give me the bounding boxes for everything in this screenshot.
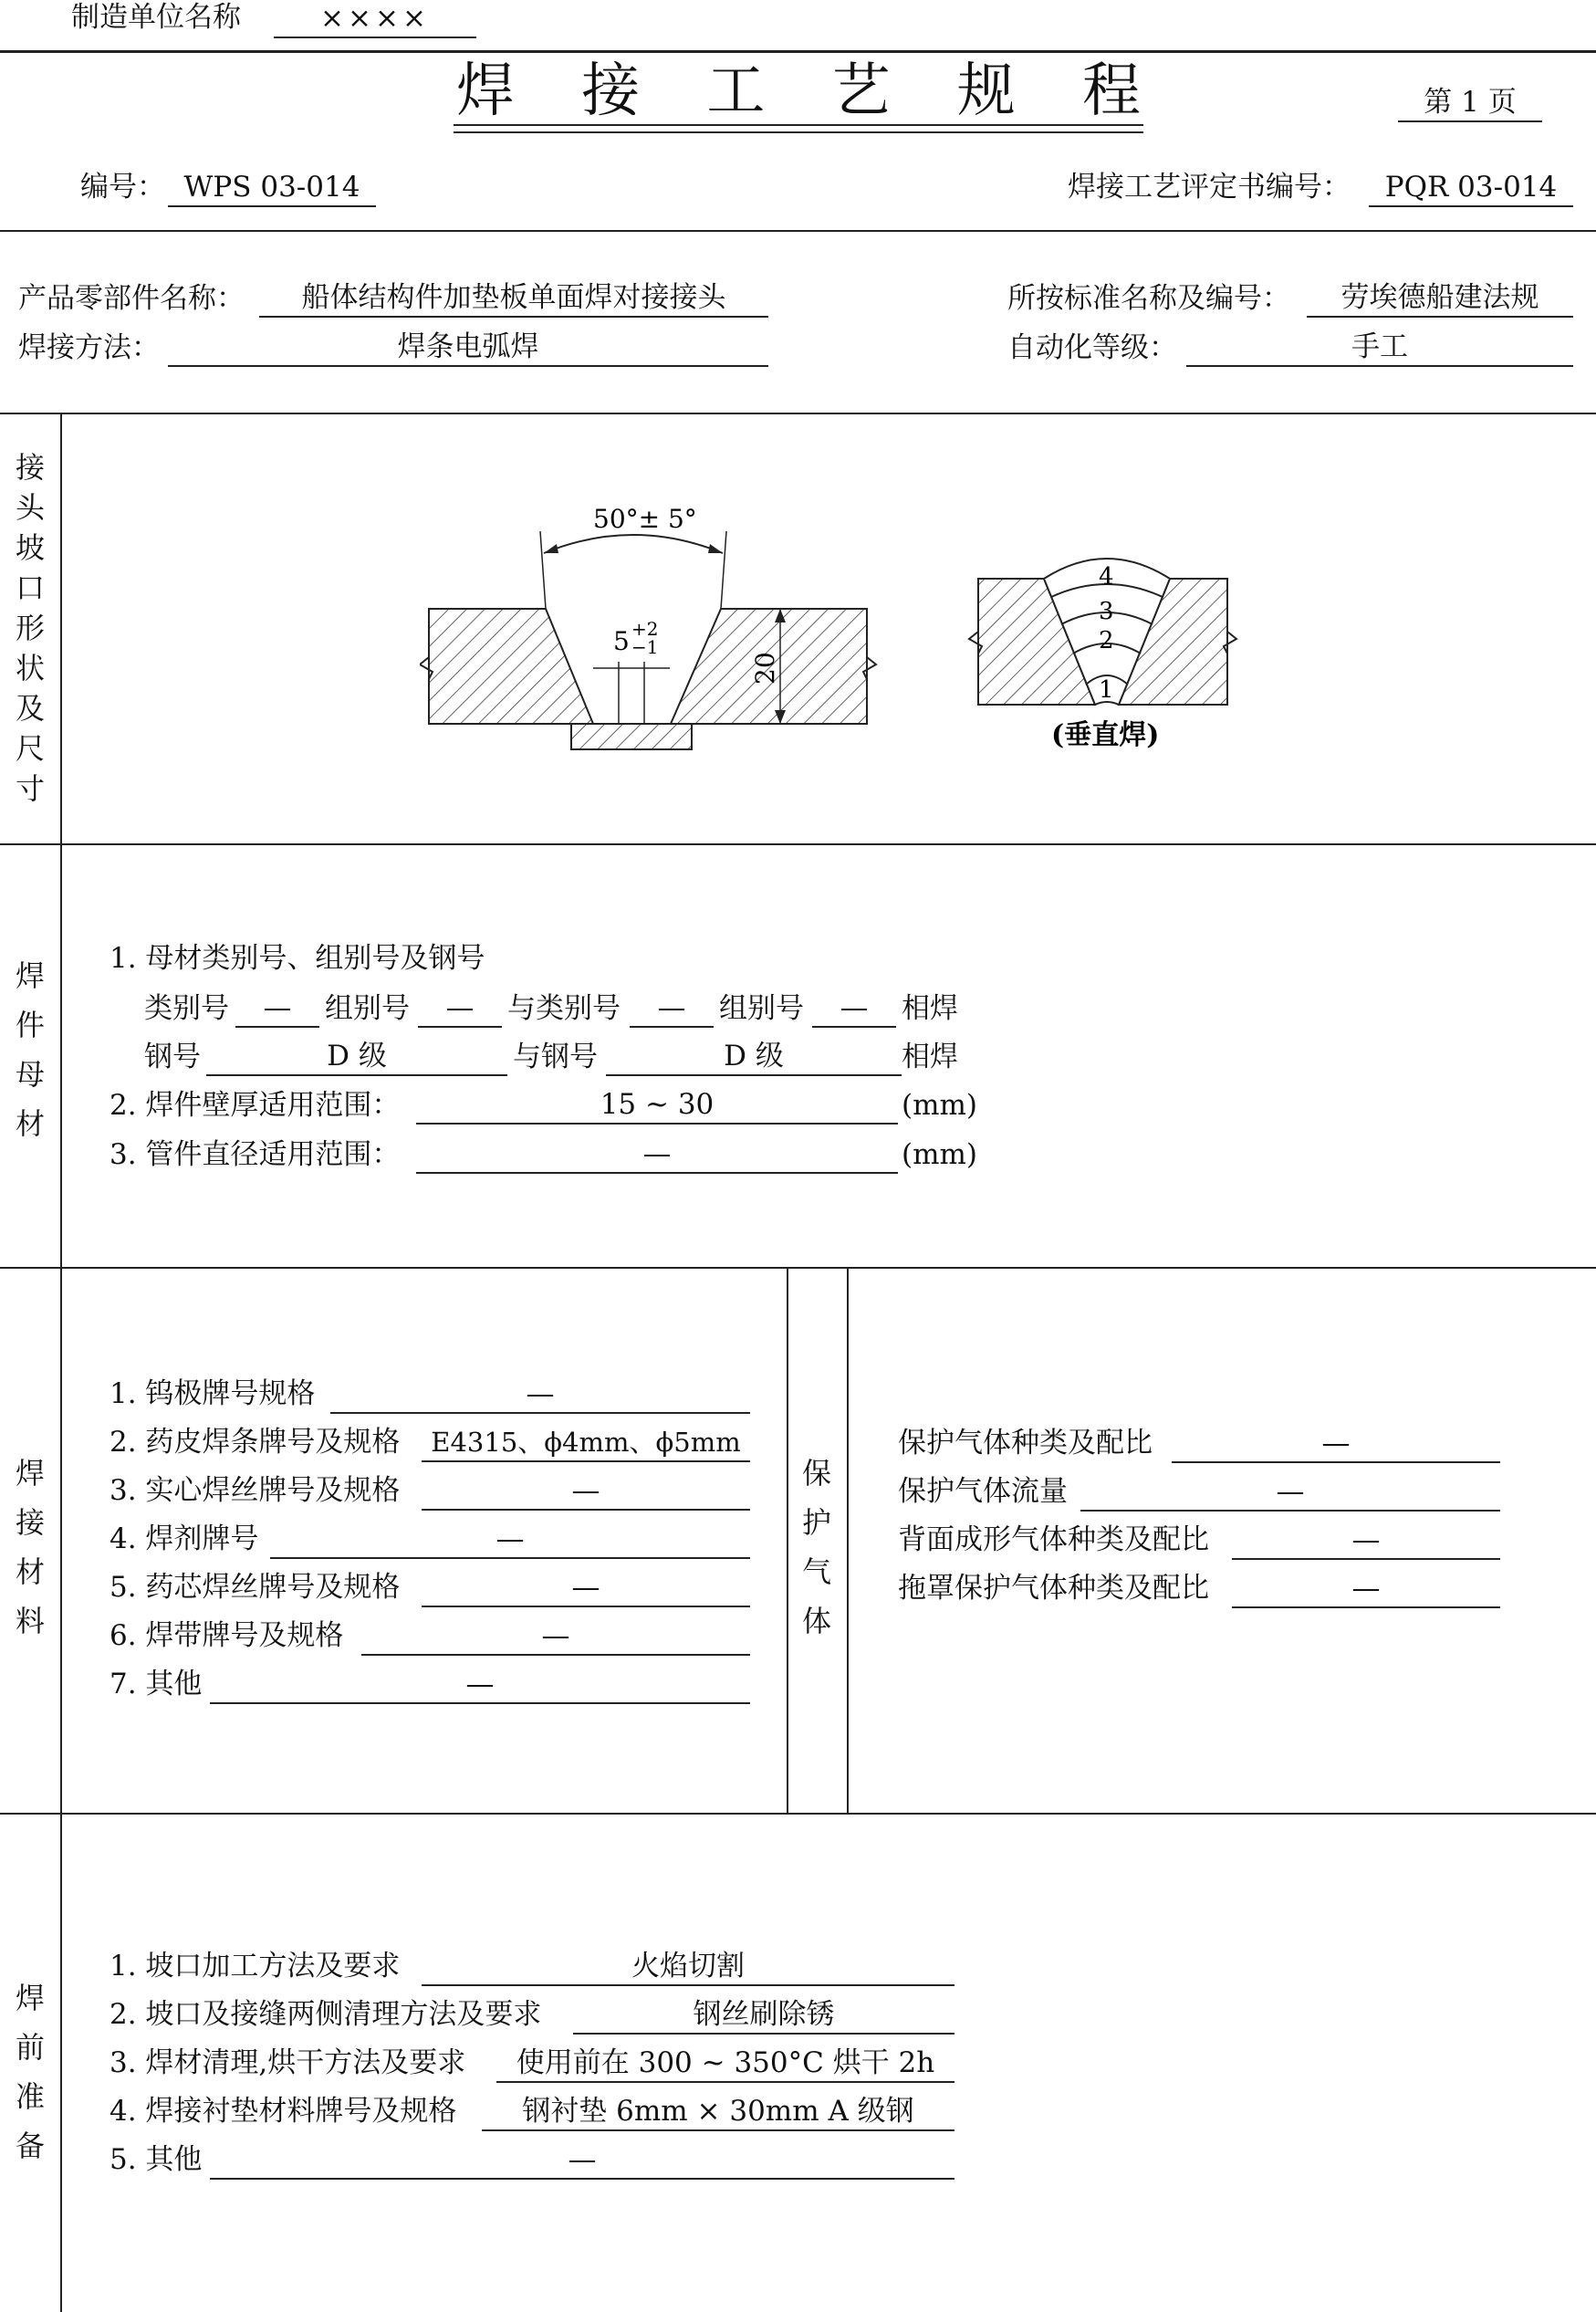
consumable-label: 3. 实心焊丝牌号及规格: [110, 1474, 401, 1507]
gas-label: 拖罩保护气体种类及配比: [898, 1572, 1209, 1605]
part-value: 船体结构件加垫板单面焊对接接头: [259, 279, 768, 318]
prep-label: 1. 坡口加工方法及要求: [110, 1950, 401, 1982]
standard-value: 劳埃德船建法规: [1307, 279, 1573, 318]
consumable-label: 2. 药皮焊条牌号及规格: [110, 1426, 401, 1459]
page-title: [456, 55, 1141, 128]
title-underline-1: [454, 124, 1143, 126]
title-char: 工: [706, 58, 766, 125]
group-label: 组别号: [325, 992, 410, 1025]
pass-label: 4: [1099, 563, 1114, 591]
left-plate: [429, 609, 593, 724]
gap-minus: −1: [631, 636, 659, 658]
pass-label: 1: [1099, 676, 1114, 704]
method-value: 焊条电弧焊: [168, 329, 768, 367]
page-number: 第 1 页: [1398, 84, 1542, 122]
prep-value: 火焰切割: [422, 1948, 954, 1986]
consumable-value: E4315、ϕ4mm、ϕ5mm: [422, 1424, 750, 1462]
section-label-base-metal: 焊 件 母 材: [15, 958, 45, 1141]
diameter-range-value: —: [416, 1135, 898, 1174]
with-class-value: —: [630, 989, 714, 1028]
title-char: 程: [1081, 58, 1141, 125]
title-char: 接: [581, 58, 641, 125]
gas-value: —: [1080, 1473, 1500, 1512]
prep-label: 5. 其他: [110, 2143, 203, 2176]
gas-value: —: [1232, 1522, 1500, 1560]
backing-strip: [571, 724, 692, 749]
group2-value: —: [812, 989, 896, 1028]
consumable-label: 1. 钨极牌号规格: [110, 1377, 316, 1410]
thickness-range-value: 15 ~ 30: [416, 1086, 898, 1125]
label-column-divider: [60, 413, 62, 2312]
title-underline-2: [454, 131, 1143, 133]
prep-label: 2. 坡口及接缝两侧清理方法及要求: [110, 1998, 542, 2031]
pqr-label: 焊接工艺评定书编号：: [1068, 171, 1351, 204]
group-value: —: [418, 989, 502, 1028]
maker-label: 制造单位名称: [71, 1, 241, 34]
gas-label: 背面成形气体种类及配比: [898, 1523, 1209, 1556]
base-metal-item1: 1. 母材类别号、组别号及钢号: [110, 942, 485, 975]
section-label-prep: 焊 前 准 备: [15, 1981, 45, 2163]
pass-sequence-sketch: [969, 559, 1236, 751]
class-value: —: [235, 989, 319, 1028]
grid-line: [0, 843, 1596, 845]
consumable-label: 4. 焊剂牌号: [110, 1522, 259, 1555]
group2-label: 组别号: [719, 992, 804, 1025]
consumable-value: —: [210, 1666, 750, 1704]
steel-value: D 级: [206, 1038, 507, 1076]
weld-suffix: 相焊: [902, 992, 958, 1025]
consumable-value: —: [422, 1569, 750, 1607]
thickness-label: 20: [750, 652, 780, 685]
wps-number: WPS 03-014: [168, 169, 376, 207]
pass-label: 3: [1099, 598, 1114, 625]
maker-value: ××××: [274, 0, 476, 38]
weld-suffix-2: 相焊: [902, 1041, 958, 1073]
title-char: 焊: [456, 58, 515, 125]
method-label: 焊接方法：: [18, 331, 160, 364]
with-steel-label: 与钢号: [513, 1041, 598, 1073]
automation-value: 手工: [1186, 329, 1573, 367]
title-char: 艺: [831, 58, 891, 125]
pass-label: 2: [1099, 627, 1114, 654]
diameter-range-unit: (mm): [902, 1138, 977, 1171]
consumable-label: 7. 其他: [110, 1668, 203, 1700]
prep-value: —: [210, 2141, 954, 2180]
consumable-value: —: [422, 1472, 750, 1511]
vertical-weld-caption: (垂直焊): [1051, 719, 1160, 751]
diameter-range-label: 3. 管件直径适用范围：: [110, 1138, 401, 1171]
gas-value: —: [1232, 1570, 1500, 1608]
gas-column-right: [847, 1267, 849, 1813]
gap-label: 5: [613, 626, 630, 656]
consumable-label: 6. 焊带牌号及规格: [110, 1619, 344, 1652]
joint-diagram: [420, 493, 1241, 767]
standard-label: 所按标准名称及编号：: [1007, 282, 1290, 315]
grid-line: [0, 413, 1596, 414]
consumable-value: —: [270, 1521, 750, 1559]
steel-label: 钢号: [144, 1041, 201, 1073]
pqr-number: PQR 03-014: [1369, 169, 1573, 207]
grid-line: [0, 1267, 1596, 1269]
with-class-label: 与类别号: [507, 992, 621, 1025]
thickness-range-unit: (mm): [902, 1089, 977, 1122]
gas-label: 保护气体种类及配比: [898, 1427, 1153, 1459]
section-label-joint: 接 头 坡 口 形 状 及 尺 寸: [15, 450, 45, 806]
class-label: 类别号: [144, 992, 229, 1025]
title-char: 规: [956, 58, 1016, 125]
prep-value: 钢丝刷除锈: [573, 1996, 954, 2035]
part-label: 产品零部件名称：: [18, 282, 245, 315]
prep-label: 3. 焊材清理,烘干方法及要求: [110, 2046, 466, 2079]
prep-value: 钢衬垫 6mm × 30mm A 级钢: [482, 2093, 954, 2131]
prep-value: 使用前在 300 ~ 350°C 烘干 2h: [496, 2045, 954, 2083]
section-label-gas: 保 护 气 体: [801, 1456, 831, 1638]
thickness-range-label: 2. 焊件壁厚适用范围：: [110, 1089, 401, 1122]
gas-label: 保护气体流量: [898, 1475, 1068, 1508]
divider: [0, 230, 1596, 232]
section-label-consumables: 焊 接 材 料: [15, 1456, 45, 1638]
consumable-value: —: [330, 1376, 750, 1414]
with-steel-value: D 级: [606, 1038, 902, 1076]
top-rule: [0, 50, 1596, 53]
gas-value: —: [1172, 1425, 1500, 1463]
automation-label: 自动化等级：: [1007, 331, 1177, 364]
angle-label: 50°± 5°: [593, 504, 697, 534]
consumable-value: —: [361, 1617, 750, 1656]
grid-line: [0, 1813, 1596, 1815]
gap-plus: +2: [631, 618, 659, 640]
wps-label: 编号：: [80, 171, 165, 204]
consumable-label: 5. 药芯焊丝牌号及规格: [110, 1571, 401, 1604]
prep-label: 4. 焊接衬垫材料牌号及规格: [110, 2095, 457, 2128]
